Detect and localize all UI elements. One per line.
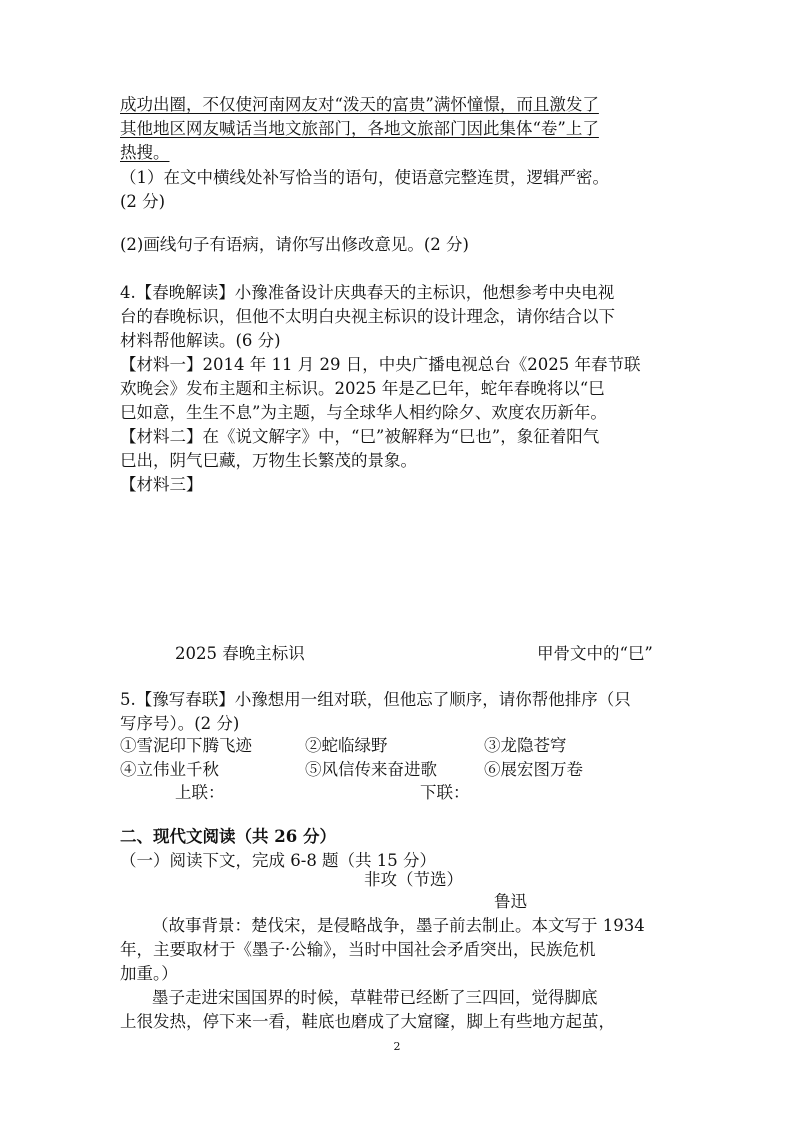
text-line: 其他地区网友喊话当地文旅部门，各地文旅部门因此集体“卷”上了 [120,119,599,138]
upper-couplet-label: 上联： [175,783,225,802]
article-text-line: 墨子走进宋国国界的时候，草鞋带已经断了三四回，觉得脚底 [152,988,598,1007]
question-4-line: 4.【春晚解读】小豫准备设计庆典春天的主标识，他想参考中央电视 [120,283,615,302]
option-3: ③龙隐苍穹 [484,736,567,755]
material-1-line: 【材料一】2014 年 11 月 29 日，中央广播电视总台《2025 年春节联 [120,355,641,374]
material-1-line: 欢晚会》发布主题和主标识。2025 年是乙巳年，蛇年春晚将以“巳 [120,379,605,398]
question-3-1-score: (2 分) [120,192,166,211]
option-5: ⑤风信传来奋进歌 [305,760,437,779]
text-line: 热搜。 [120,143,170,162]
material-2-line: 【材料二】在《说文解字》中，“巳”被解释为“巳也”，象征着阳气 [120,427,600,446]
logo-caption: 2025 春晚主标识 [175,644,305,663]
image-placeholder-area [120,500,680,630]
material-1-line: 巳如意，生生不息”为主题，与全球华人相约除夕、欢度农历新年。 [120,403,607,422]
article-author: 鲁迅 [494,892,527,911]
question-4-line: 材料帮他解读。(6 分) [120,331,281,350]
question-3-2: (2)画线句子有语病，请你写出修改意见。(2 分) [120,235,469,254]
article-text-line: 上很发热，停下来一看，鞋底也磨成了大窟窿，脚上有些地方起茧， [120,1012,615,1031]
option-4: ④立伟业千秋 [120,760,219,779]
material-2-line: 巳出，阴气巳藏，万物生长繁茂的景象。 [120,451,417,470]
question-5-line: 写序号）。(2 分) [120,714,240,733]
page-number: 2 [393,1040,401,1053]
option-2: ②蛇临绿野 [305,736,388,755]
option-6: ⑥展宏图万卷 [484,760,583,779]
question-5-line: 5.【豫写春联】小豫想用一组对联，但他忘了顺序，请你帮他排序（只 [120,690,631,709]
lower-couplet-label: 下联： [420,783,470,802]
option-1: ①雪泥印下腾飞迹 [120,736,252,755]
material-3-label: 【材料三】 [120,475,203,494]
background-note-line: 年，主要取材于《墨子·公输》，当时中国社会矛盾突出，民族危机 [120,940,596,959]
section-heading: 二、现代文阅读（共 26 分） [120,827,336,846]
oracle-caption: 甲骨文中的“巳” [537,644,653,663]
background-note-line: （故事背景：楚伐宋，是侵略战争，墨子前去制止。本文写于 1934 [152,916,645,935]
article-title: 非攻（节选） [364,870,463,889]
subsection-heading: （一）阅读下文，完成 6-8 题（共 15 分） [120,851,437,870]
question-3-1: （1）在文中横线处补写恰当的语句，使语意完整连贯，逻辑严密。 [120,168,609,187]
question-4-line: 台的春晚标识，但他不太明白央视主标识的设计理念，请你结合以下 [120,307,615,326]
text-line: 成功出圈，不仅使河南网友对“泼天的富贵”满怀憧憬，而且激发了 [120,95,599,114]
background-note-line: 加重。） [120,964,178,983]
